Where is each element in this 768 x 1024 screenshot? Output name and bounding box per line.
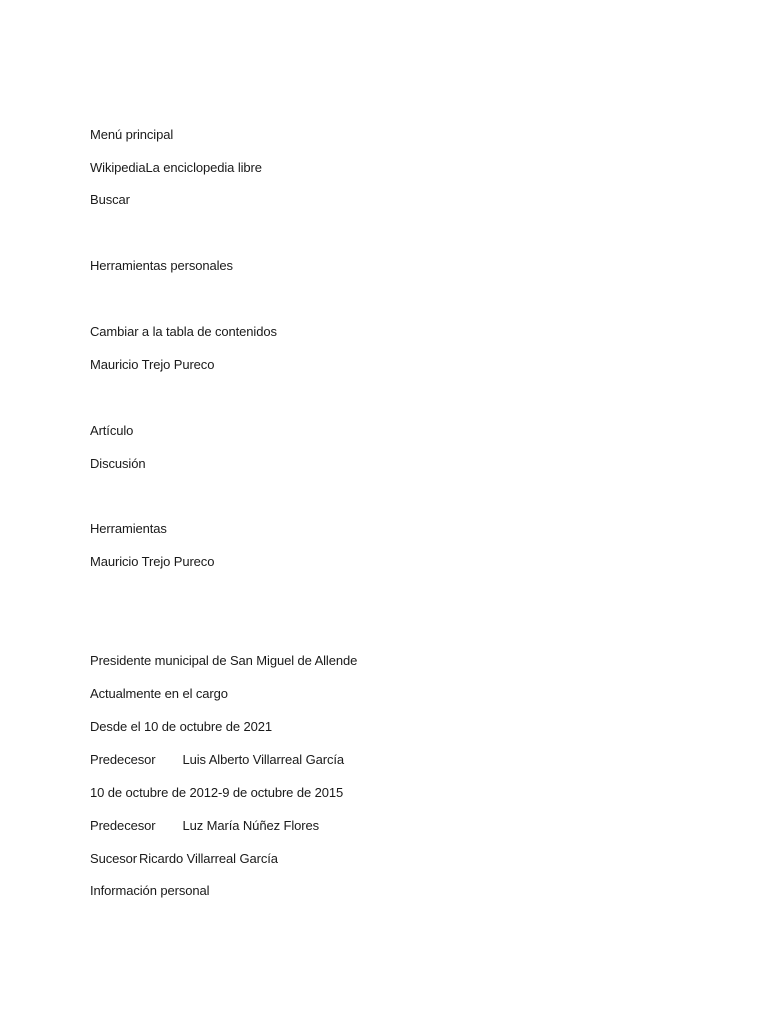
tab-discussion[interactable]: Discusión	[90, 456, 146, 471]
predecessor-value-link[interactable]: Luz María Núñez Flores	[182, 818, 320, 833]
article-title: Mauricio Trejo Pureco	[90, 554, 215, 569]
page-name: Mauricio Trejo Pureco	[90, 357, 215, 372]
successor-value-link[interactable]: Ricardo Villarreal García	[139, 851, 278, 866]
infobox-predecessor-row-1	[90, 752, 344, 768]
successor-label: Sucesor	[90, 851, 137, 866]
tools-menu-link[interactable]: Herramientas	[90, 521, 167, 536]
tab-article[interactable]: Artículo	[90, 423, 134, 438]
infobox-successor-row	[90, 851, 278, 867]
predecessor-label: Predecesor	[90, 752, 156, 767]
predecessor-value-link[interactable]: Luis Alberto Villarreal García	[182, 752, 344, 767]
infobox-office: Presidente municipal de San Miguel de Allende	[90, 653, 358, 668]
toc-toggle-link[interactable]: Cambiar a la tabla de contenidos	[90, 324, 277, 339]
infobox-personal-info-heading: Información personal	[90, 883, 210, 898]
wikipedia-brand-link[interactable]: WikipediaLa enciclopedia libre	[90, 160, 262, 175]
personal-tools-link[interactable]: Herramientas personales	[90, 258, 233, 273]
predecessor-label: Predecesor	[90, 818, 156, 833]
infobox-status: Actualmente en el cargo	[90, 686, 228, 701]
infobox-predecessor-row-2	[90, 818, 319, 834]
search-link[interactable]: Buscar	[90, 192, 130, 207]
infobox-since: Desde el 10 de octubre de 2021	[90, 719, 273, 734]
infobox-term: 10 de octubre de 2012-9 de octubre de 2015	[90, 785, 344, 800]
main-menu-link[interactable]: Menú principal	[90, 127, 174, 142]
